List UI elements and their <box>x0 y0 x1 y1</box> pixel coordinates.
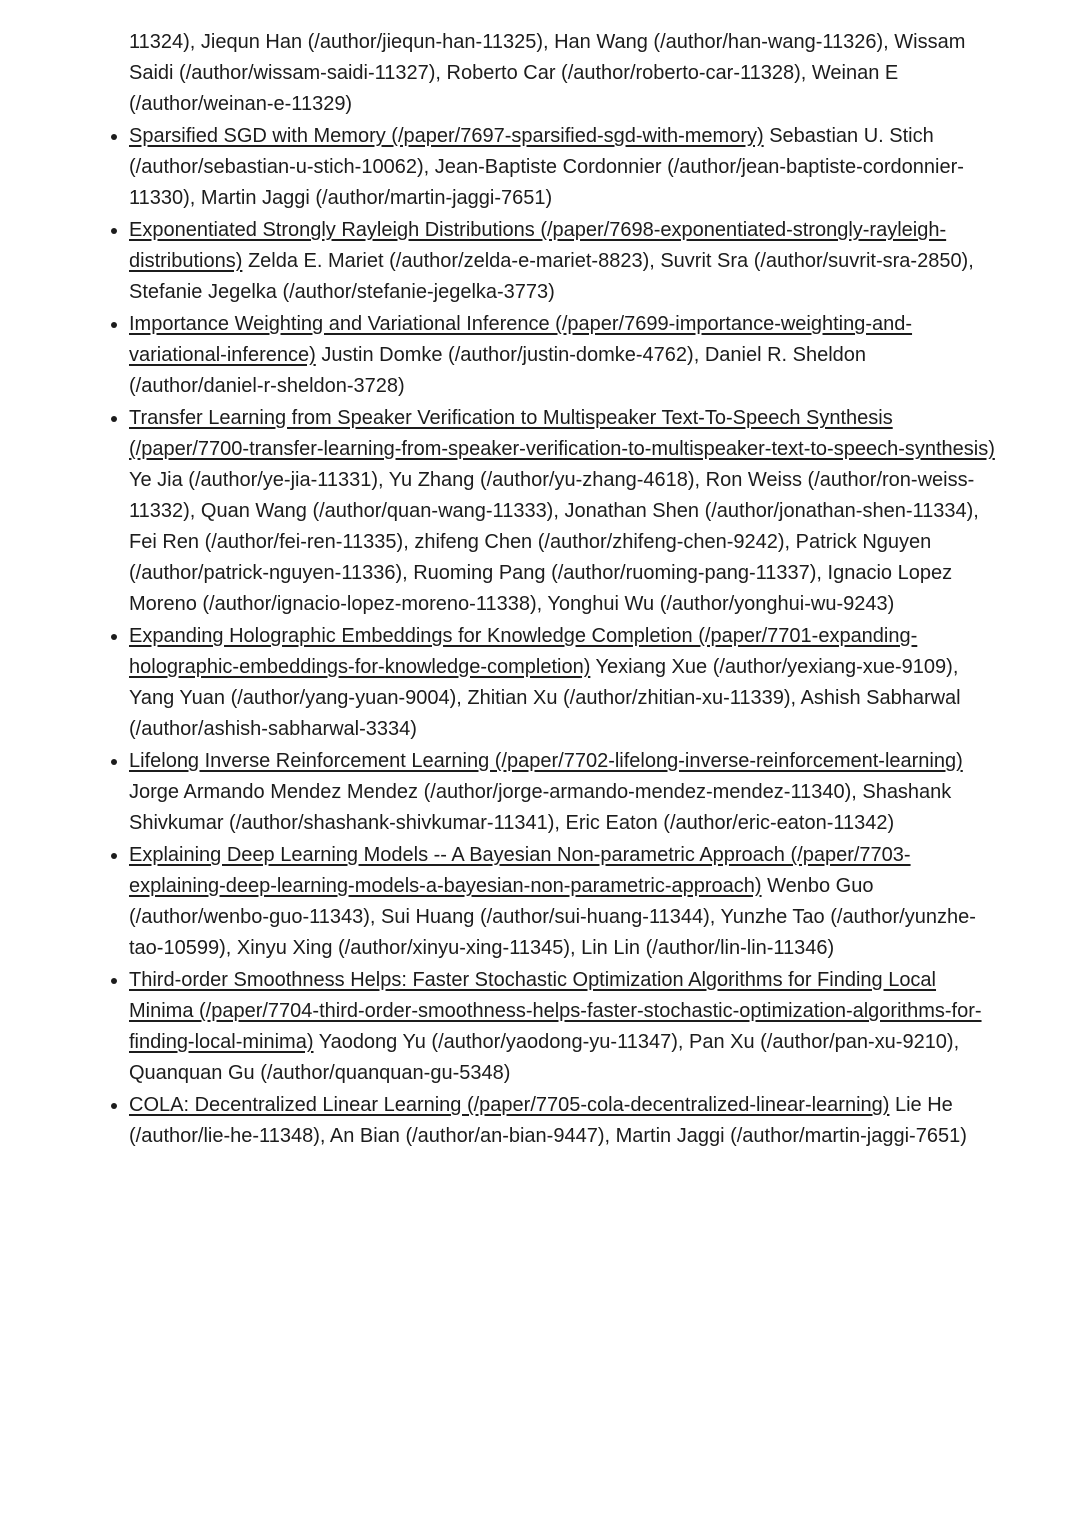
paper-authors: Zelda E. Mariet (/author/zelda-e-mariet-8823), Suvrit Sra (/author/suvrit-sra-2850), Stefanie Jegelka (/author/stefanie-jegelka-3773) <box>129 250 974 303</box>
paper-authors: Ye Jia (/author/ye-jia-11331), Yu Zhang (/author/yu-zhang-4618), Ron Weiss (/author/ron-weiss-11332), Quan Wang (/author/quan-wang-11333), Jonathan Shen (/author/jonathan-shen-11334), Fei Ren (/author/fei-ren-11335), zhifeng Chen (/author/zhifeng-chen-9242), Patrick Nguyen (/author/patrick-nguyen-11336), Ruoming Pang (/author/ruoming-pang-11337), Ignacio Lopez Moreno (/author/ignacio-lopez-moreno-11338), Yonghui Wu (/author/yonghui-wu-9243) <box>129 469 979 615</box>
paper-authors: Sebastian U. Stich (/author/sebastian-u-stich-10062), Jean-Baptiste Cordonnier (/author/jean-baptiste-cordonnier-11330), Martin Jaggi (/author/martin-jaggi-7651) <box>129 125 964 209</box>
list-item <box>129 621 998 745</box>
list-item <box>129 121 998 214</box>
paper-title-link[interactable]: Importance Weighting and Variational Inference (/paper/7699-importance-weighting-and-variational-inference) <box>129 313 913 366</box>
paper-authors: Wenbo Guo (/author/wenbo-guo-11343), Sui Huang (/author/sui-huang-11344), Yunzhe Tao (/author/yunzhe-tao-10599), Xinyu Xing (/author/xinyu-xing-11345), Lin Lin (/author/lin-lin-11346) <box>129 875 976 959</box>
paper-authors: Jorge Armando Mendez Mendez (/author/jorge-armando-mendez-mendez-11340), Shashank Shivkumar (/author/shashank-shivkumar-11341), Eric Eaton (/author/eric-eaton-11342) <box>129 781 952 834</box>
list-item <box>129 1090 998 1152</box>
list-item <box>129 840 998 964</box>
list-item <box>129 215 998 308</box>
paper-list <box>89 27 998 1152</box>
paper-authors: Yaodong Yu (/author/yaodong-yu-11347), Pan Xu (/author/pan-xu-9210), Quanquan Gu (/author/quanquan-gu-5348) <box>129 1031 960 1084</box>
paper-title-link[interactable]: Expanding Holographic Embeddings for Knowledge Completion (/paper/7701-expanding-holographic-embeddings-for-knowledge-completion) <box>129 625 918 678</box>
paper-title-link[interactable]: Sparsified SGD with Memory (/paper/7697-sparsified-sgd-with-memory) <box>129 125 764 147</box>
paper-authors: Justin Domke (/author/justin-domke-4762), Daniel R. Sheldon (/author/daniel-r-sheldon-3728) <box>129 344 867 397</box>
list-item <box>129 403 998 620</box>
list-item <box>129 309 998 402</box>
paper-authors: 11324), Jiequn Han (/author/jiequn-han-11325), Han Wang (/author/han-wang-11326), Wissam Saidi (/author/wissam-saidi-11327), Roberto Car (/author/roberto-car-11328), Weinan E (/author/weinan-e-11329) <box>129 31 966 115</box>
list-item-continuation <box>129 27 998 120</box>
paper-authors: Yexiang Xue (/author/yexiang-xue-9109), Yang Yuan (/author/yang-yuan-9004), Zhitian Xu (/author/zhitian-xu-11339), Ashish Sabharwal (/author/ashish-sabharwal-3334) <box>129 656 961 740</box>
list-item <box>129 746 998 839</box>
paper-title-link[interactable]: Lifelong Inverse Reinforcement Learning (/paper/7702-lifelong-inverse-reinforcement-learning) <box>129 750 963 772</box>
paper-authors: Lie He (/author/lie-he-11348), An Bian (/author/an-bian-9447), Martin Jaggi (/author/martin-jaggi-7651) <box>129 1094 967 1147</box>
paper-title-link[interactable]: Transfer Learning from Speaker Verification to Multispeaker Text-To-Speech Synthesis (/paper/7700-transfer-learning-from-speaker-verification-to-multispeaker-text-to-speech-synthesis) <box>129 407 995 460</box>
paper-title-link[interactable]: Explaining Deep Learning Models -- A Bayesian Non-parametric Approach (/paper/7703-explaining-deep-learning-models-a-bayesian-non-parametric-approach) <box>129 844 911 897</box>
paper-title-link[interactable]: Exponentiated Strongly Rayleigh Distributions (/paper/7698-exponentiated-strongly-rayleigh-distributions) <box>129 219 947 272</box>
list-item <box>129 965 998 1089</box>
paper-title-link[interactable]: Third-order Smoothness Helps: Faster Stochastic Optimization Algorithms for Finding Local Minima (/paper/7704-third-order-smoothness-helps-faster-stochastic-optimization-algorithms-for-finding-local-minima) <box>129 969 982 1053</box>
paper-title-link[interactable]: COLA: Decentralized Linear Learning (/paper/7705-cola-decentralized-linear-learning) <box>129 1094 890 1116</box>
